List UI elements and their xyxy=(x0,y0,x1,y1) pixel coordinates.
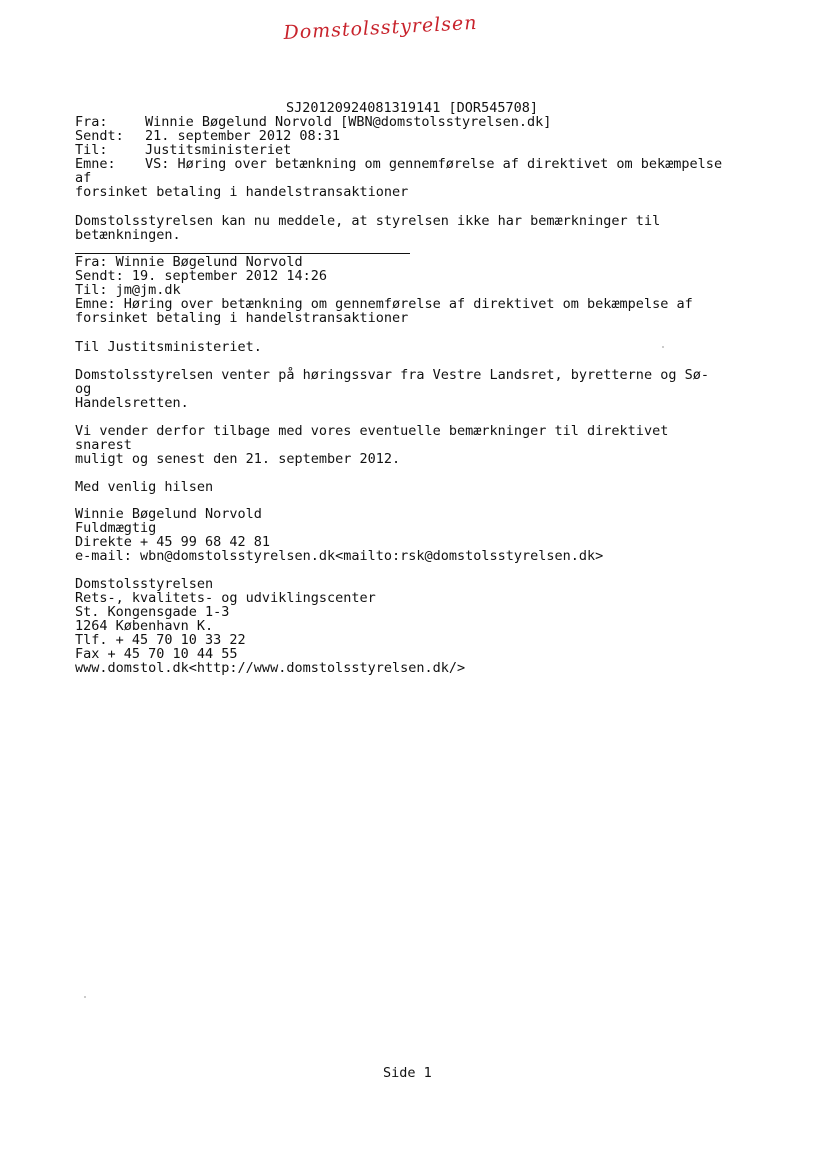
forwarded-sent: Sendt: 19. september 2012 14:26 xyxy=(75,268,327,284)
signature-fax: Fax + 45 70 10 44 55 xyxy=(75,646,238,662)
handwritten-stamp: Domstolsstyrelsen xyxy=(283,11,478,44)
signature-dept: Rets-, kvalitets- og udviklingscenter xyxy=(75,590,376,606)
subject-wrap-1: af xyxy=(75,170,92,186)
scan-speck xyxy=(662,346,664,348)
document-id: SJ20120924081319141 [DOR545708] xyxy=(286,100,538,116)
header-sent xyxy=(75,129,340,143)
to-value: Justitsministeriet xyxy=(145,142,292,158)
subject-label: Emne: xyxy=(75,156,116,172)
header-from xyxy=(75,115,551,129)
forwarded-subject-2: forsinket betaling i handelstransaktioner xyxy=(75,310,409,326)
forwarded-subject-1: Emne: Høring over betænkning om gennemførelse af direktivet om bekæmpelse af xyxy=(75,296,693,312)
header-subject xyxy=(75,157,722,171)
closing: Med venlig hilsen xyxy=(75,479,214,495)
sent-value: 21. september 2012 08:31 xyxy=(145,128,341,144)
scan-speck xyxy=(84,996,86,998)
sent-label: Sendt: xyxy=(75,128,124,144)
paragraph-2-line-3: muligt og senest den 21. september 2012. xyxy=(75,451,401,467)
signature-name: Winnie Bøgelund Norvold xyxy=(75,506,262,522)
to-label: Til: xyxy=(75,142,108,158)
signature-city: 1264 København K. xyxy=(75,618,214,634)
reply-line-2: betænkningen. xyxy=(75,227,181,243)
signature-phone: Tlf. + 45 70 10 33 22 xyxy=(75,632,246,648)
header-to xyxy=(75,143,291,157)
from-value: Winnie Bøgelund Norvold [WBN@domstolsstyrelsen.dk] xyxy=(145,114,552,130)
subject-wrap-2: forsinket betaling i handelstransaktioner xyxy=(75,184,409,200)
paragraph-2-line-2: snarest xyxy=(75,437,132,453)
signature-org: Domstolsstyrelsen xyxy=(75,576,214,592)
page-number: Side 1 xyxy=(383,1065,432,1081)
paragraph-1-line-2: og xyxy=(75,381,92,397)
reply-line-1: Domstolsstyrelsen kan nu meddele, at styrelsen ikke har bemærkninger til xyxy=(75,213,661,229)
paragraph-2-line-1: Vi vender derfor tilbage med vores eventuelle bemærkninger til direktivet xyxy=(75,423,669,439)
forwarded-from: Fra: Winnie Bøgelund Norvold xyxy=(75,254,303,270)
signature-web: www.domstol.dk<http://www.domstolsstyrelsen.dk/> xyxy=(75,660,466,676)
from-label: Fra: xyxy=(75,114,108,130)
greeting: Til Justitsministeriet. xyxy=(75,339,262,355)
paragraph-1-line-3: Handelsretten. xyxy=(75,395,189,411)
signature-email: e-mail: wbn@domstolsstyrelsen.dk<mailto:rsk@domstolsstyrelsen.dk> xyxy=(75,548,604,564)
signature-street: St. Kongensgade 1-3 xyxy=(75,604,230,620)
signature-direct: Direkte + 45 99 68 42 81 xyxy=(75,534,271,550)
signature-title: Fuldmægtig xyxy=(75,520,157,536)
subject-value: VS: Høring over betænkning om gennemførelse af direktivet om bekæmpelse xyxy=(145,156,723,172)
forwarded-to: Til: jm@jm.dk xyxy=(75,282,181,298)
paragraph-1-line-1: Domstolsstyrelsen venter på høringssvar fra Vestre Landsret, byretterne og Sø- xyxy=(75,367,709,383)
